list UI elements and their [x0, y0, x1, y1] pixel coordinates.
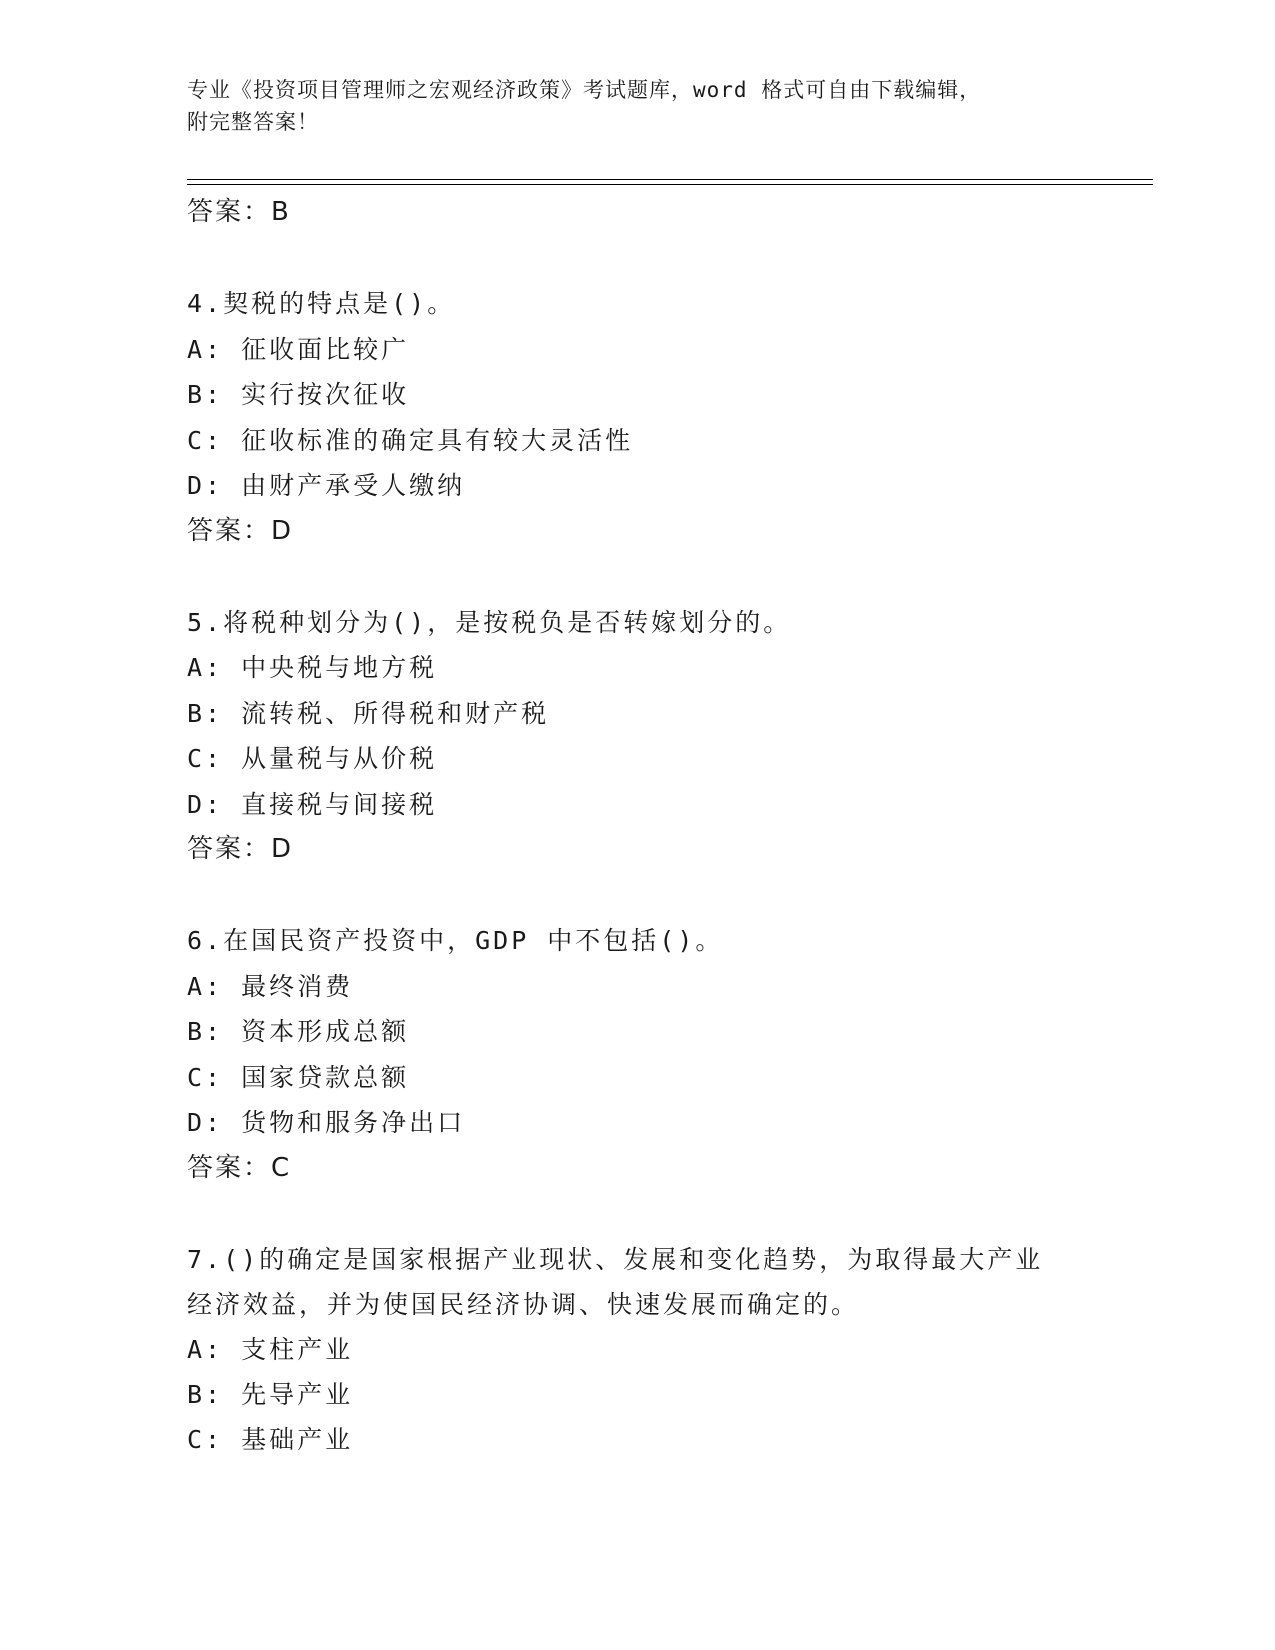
option-c: C: 征收标准的确定具有较大灵活性	[187, 425, 634, 455]
option-a: A: 中央税与地方税	[187, 653, 438, 682]
option-a: A: 征收面比较广	[187, 334, 410, 364]
option-c: C: 国家贷款总额	[187, 1062, 410, 1092]
answer-line: 答案：D	[187, 834, 294, 864]
option-b: B: 流转税、所得税和财产税	[187, 698, 550, 728]
option-c: C: 从量税与从价税	[187, 744, 438, 773]
option-d: D: 由财产承受人缴纳	[187, 471, 466, 500]
option-d: D: 货物和服务净出口	[187, 1108, 466, 1137]
question-text: 5.将税种划分为()，是按税负是否转嫁划分的。	[187, 607, 792, 637]
question-text-line-1: 7.()的确定是国家根据产业现状、发展和变化趋势，为取得最大产业	[187, 1244, 1044, 1274]
page-header	[187, 74, 1087, 138]
question-block-6	[187, 918, 1087, 1190]
option-b: B: 实行按次征收	[187, 380, 410, 409]
question-text-line-2: 经济效益，并为使国民经济协调、快速发展而确定的。	[187, 1289, 860, 1319]
question-block-4	[187, 281, 1087, 553]
answer-line: 答案：D	[187, 515, 294, 546]
option-b: B: 资本形成总额	[187, 1017, 410, 1046]
answer-line: 答案：C	[187, 1152, 292, 1183]
question-block-5	[187, 600, 1087, 872]
header-divider-top	[187, 179, 1153, 180]
question-text: 4.契税的特点是()。	[187, 289, 456, 318]
header-divider-bottom	[187, 184, 1153, 185]
option-d: D: 直接税与间接税	[187, 789, 438, 819]
header-line-2: 附完整答案！	[187, 110, 319, 134]
header-line-1: 专业《投资项目管理师之宏观经济政策》考试题库，word 格式可自由下载编辑，	[187, 78, 982, 102]
option-b: B: 先导产业	[187, 1379, 354, 1409]
question-block-7	[187, 1237, 1087, 1462]
option-a: A: 支柱产业	[187, 1334, 354, 1364]
option-c: C: 基础产业	[187, 1424, 354, 1454]
question-text: 6.在国民资产投资中，GDP 中不包括()。	[187, 926, 724, 955]
question-list	[187, 190, 1087, 1462]
option-a: A: 最终消费	[187, 971, 354, 1001]
answer-line: 答案：B	[187, 197, 291, 227]
